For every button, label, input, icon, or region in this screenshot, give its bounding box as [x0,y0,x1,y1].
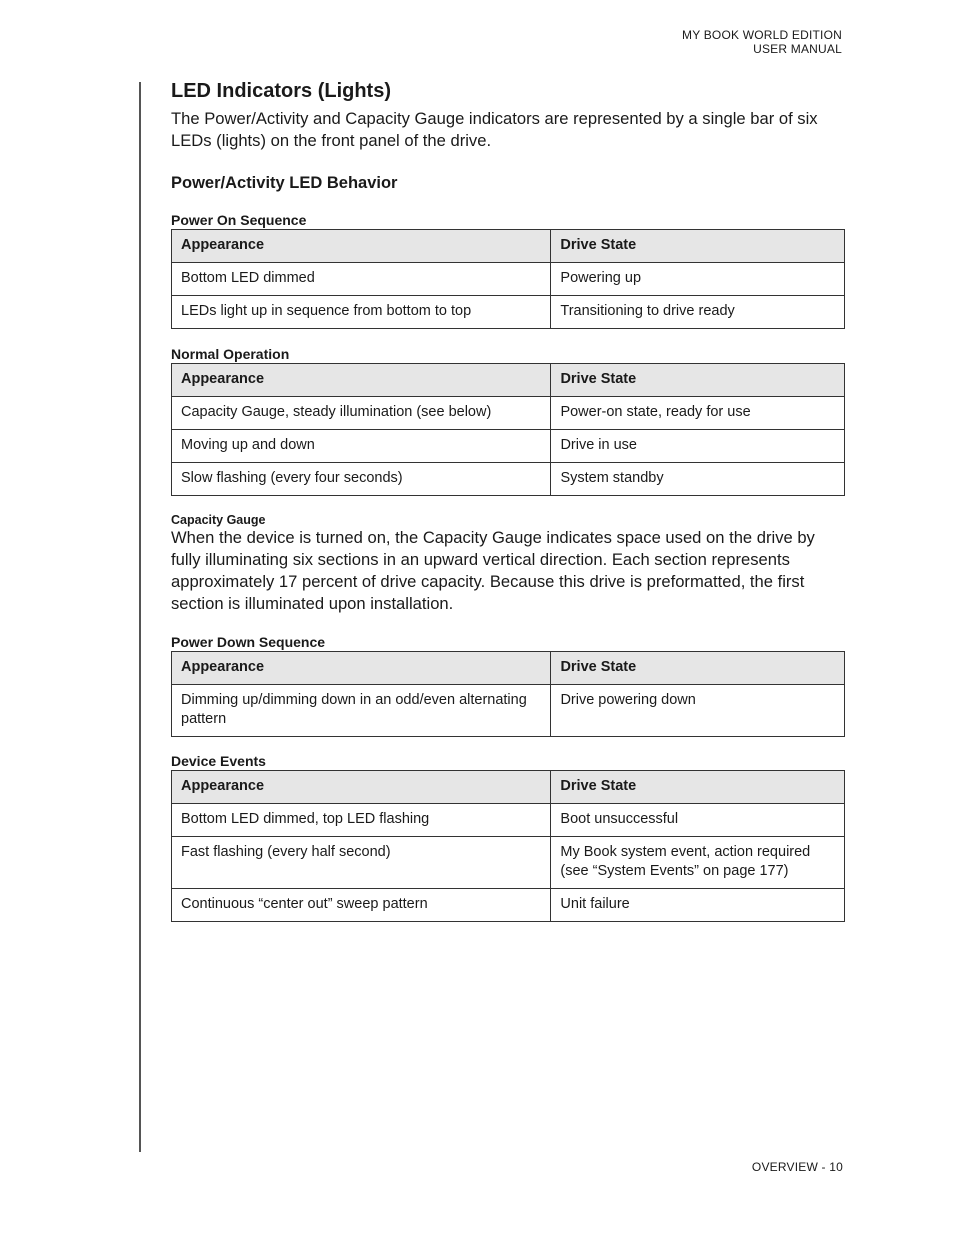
power-on-heading: Power On Sequence [171,212,307,228]
table-row [172,263,845,296]
device-events-table [171,770,845,922]
appearance-cell: LEDs light up in sequence from bottom to top [172,296,551,329]
appearance-cell: Dimming up/dimming down in an odd/even alternating pattern [172,685,551,737]
table-row [172,296,845,329]
appearance-header: Appearance [172,652,551,685]
power-down-heading: Power Down Sequence [171,634,326,650]
drive-state-cell: System standby [551,463,845,496]
intro-paragraph: The Power/Activity and Capacity Gauge indicators are represented by a single bar of six LEDs (lights) on the front panel of the drive. [171,109,818,150]
appearance-cell: Bottom LED dimmed, top LED flashing [172,804,551,837]
table-row [172,889,845,922]
appearance-cell: Capacity Gauge, steady illumination (see below) [172,397,551,430]
page-content [171,78,845,922]
drive-state-header: Drive State [551,771,845,804]
table-header-row [172,652,845,685]
table-row [172,430,845,463]
table-row [172,685,845,737]
table-row [172,397,845,430]
appearance-cell: Continuous “center out” sweep pattern [172,889,551,922]
drive-state-cell: Powering up [551,263,845,296]
table-header-row [172,771,845,804]
drive-state-header: Drive State [551,364,845,397]
drive-state-cell: My Book system event, action required (see “System Events” on page 177) [551,837,845,889]
normal-operation-table [171,363,845,496]
left-margin-rule [139,82,141,1152]
header-doc-type: USER MANUAL [753,42,842,56]
appearance-cell: Bottom LED dimmed [172,263,551,296]
power-on-table [171,229,845,329]
drive-state-cell: Drive powering down [551,685,845,737]
table-header-row [172,230,845,263]
power-down-table [171,651,845,737]
drive-state-header: Drive State [551,230,845,263]
appearance-header: Appearance [172,230,551,263]
capacity-gauge-heading: Capacity Gauge [171,513,266,527]
header-product: MY BOOK WORLD EDITION [682,28,842,42]
section-title: Power/Activity LED Behavior [171,174,398,192]
page-title: LED Indicators (Lights) [171,80,391,102]
table-row [172,463,845,496]
drive-state-cell: Boot unsuccessful [551,804,845,837]
appearance-header: Appearance [172,771,551,804]
normal-operation-heading: Normal Operation [171,346,290,362]
appearance-header: Appearance [172,364,551,397]
table-row [172,804,845,837]
drive-state-header: Drive State [551,652,845,685]
appearance-cell: Slow flashing (every four seconds) [172,463,551,496]
table-header-row [172,364,845,397]
table-row [172,837,845,889]
drive-state-cell: Unit failure [551,889,845,922]
drive-state-cell: Drive in use [551,430,845,463]
capacity-gauge-paragraph: When the device is turned on, the Capacity Gauge indicates space used on the drive by fully illuminating six sections in an upward vertical direction. Each section represents approximately 17 percent of drive capacity. Because this drive is preformatted, the first section is illuminated upon installation. [171,528,815,613]
appearance-cell: Fast flashing (every half second) [172,837,551,889]
page-number: OVERVIEW - 10 [751,1160,843,1174]
device-events-heading: Device Events [171,753,266,769]
drive-state-cell: Transitioning to drive ready [551,296,845,329]
appearance-cell: Moving up and down [172,430,551,463]
running-header [682,28,842,56]
drive-state-cell: Power-on state, ready for use [551,397,845,430]
